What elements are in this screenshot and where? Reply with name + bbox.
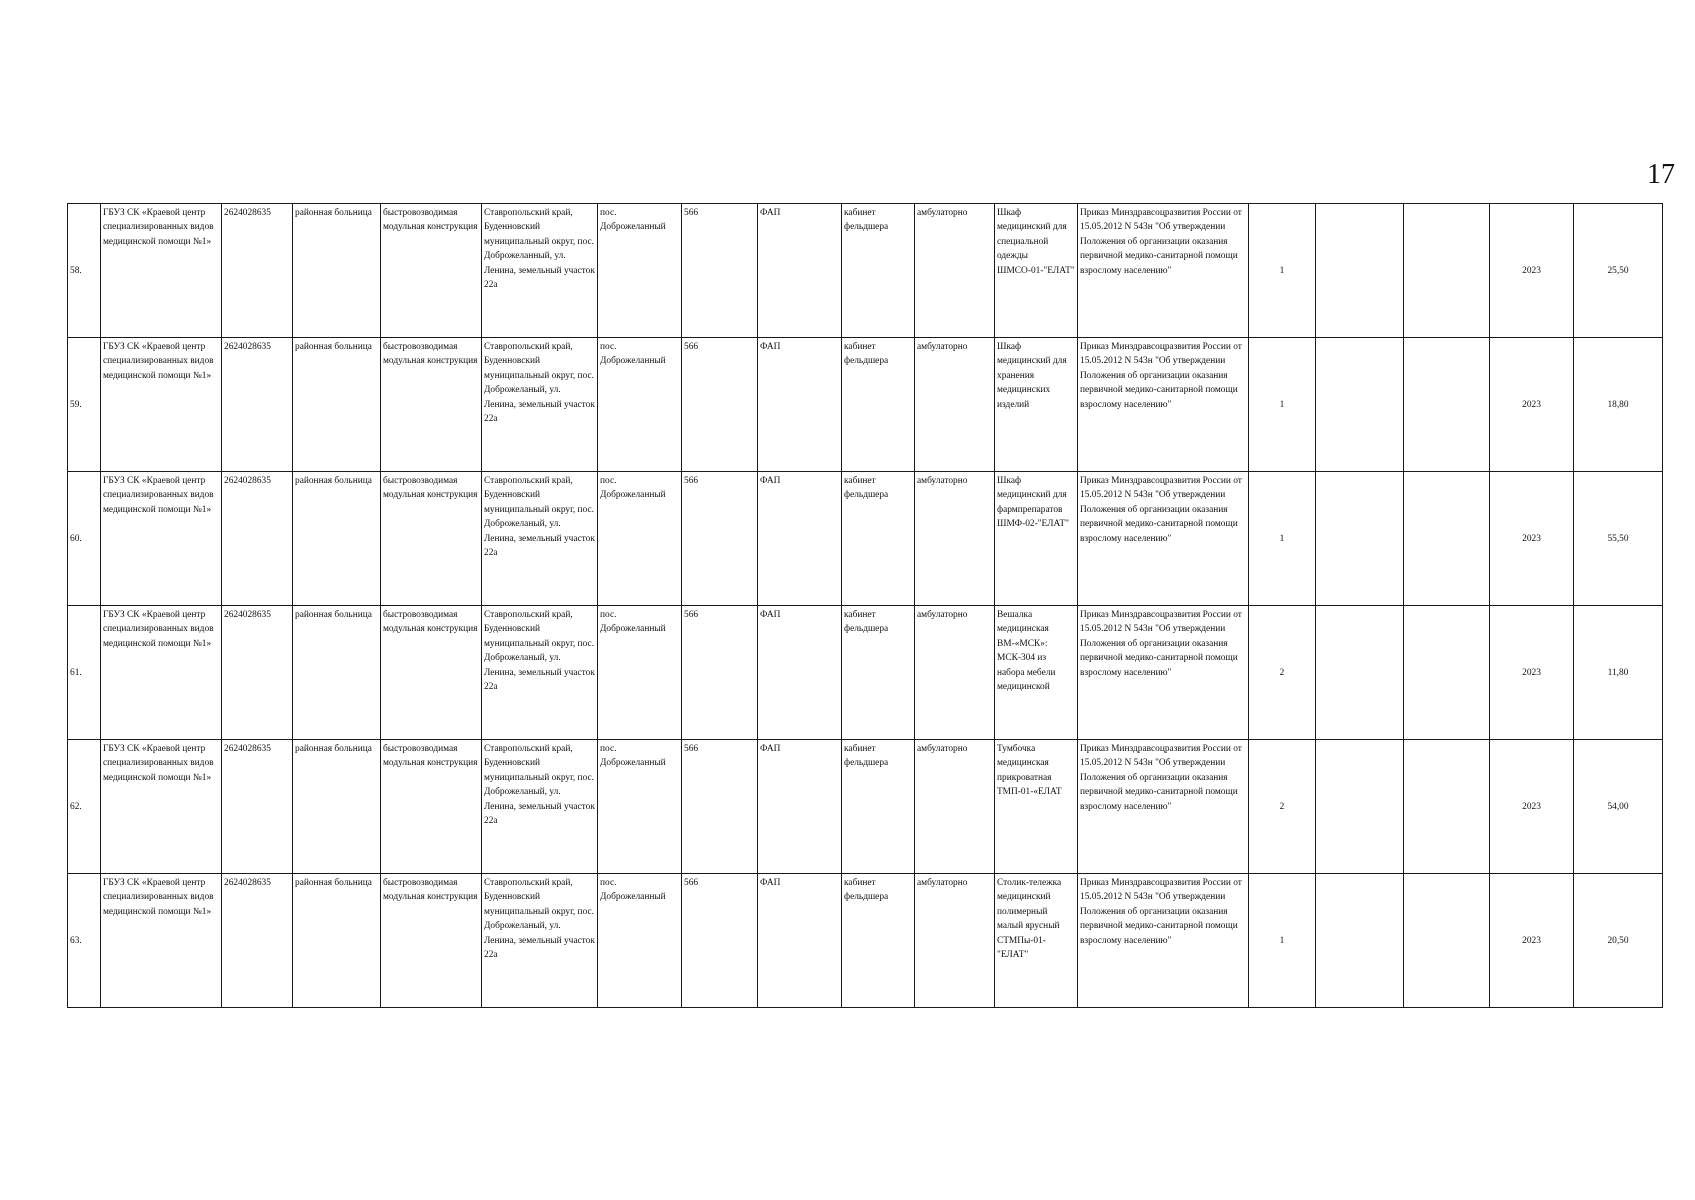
- quantity-cell: 1: [1249, 472, 1316, 606]
- construction-cell: быстровозводимая модульная конструкция: [381, 338, 482, 472]
- quantity-cell: 2: [1249, 740, 1316, 874]
- order-cell: Приказ Минздравсоцразвития России от 15.05.2012 N 543н "Об утверждении Положения об организации оказания первичной медико-санитарной помощи взрослому населению": [1078, 472, 1249, 606]
- construction-cell: быстровозводимая модульная конструкция: [381, 204, 482, 338]
- equipment-cell: Тумбочка медицинская прикроватная ТМП-01-«ЕЛАТ: [995, 740, 1078, 874]
- order-cell: Приказ Минздравсоцразвития России от 15.05.2012 N 543н "Об утверждении Положения об организации оказания первичной медико-санитарной помощи взрослому населению": [1078, 606, 1249, 740]
- year-cell: 2023: [1490, 740, 1574, 874]
- inn-cell: 2624028635: [222, 740, 293, 874]
- settlement-cell: пос. Доброжеланный: [598, 338, 682, 472]
- inn-cell: 2624028635: [222, 606, 293, 740]
- settlement-cell: пос. Доброжеланный: [598, 874, 682, 1008]
- row-number: 60.: [68, 472, 101, 606]
- room-cell: кабинет фельдшера: [842, 606, 915, 740]
- table-row: [68, 606, 1663, 740]
- address-cell: Ставропольский край, Буденновский муниципальный округ, пос. Доброжеланый, ул. Ленина, земельный участок 22а: [482, 874, 598, 1008]
- unit-type-cell: ФАП: [758, 606, 842, 740]
- room-cell: кабинет фельдшера: [842, 874, 915, 1008]
- settlement-cell: пос. Доброжеланный: [598, 204, 682, 338]
- population-cell: 566: [682, 204, 758, 338]
- row-number: 58.: [68, 204, 101, 338]
- address-cell: Ставропольский край, Буденновский муниципальный округ, пос. Доброжеланый, ул. Ленина, земельный участок 22а: [482, 740, 598, 874]
- order-cell: Приказ Минздравсоцразвития России от 15.05.2012 N 543н "Об утверждении Положения об организации оказания первичной медико-санитарной помощи взрослому населению": [1078, 338, 1249, 472]
- settlement-cell: пос. Доброжеланный: [598, 472, 682, 606]
- cost-cell: 11,80: [1574, 606, 1663, 740]
- cost-cell: 55,50: [1574, 472, 1663, 606]
- population-cell: 566: [682, 338, 758, 472]
- order-cell: Приказ Минздравсоцразвития России от 15.05.2012 N 543н "Об утверждении Положения об организации оказания первичной медико-санитарной помощи взрослому населению": [1078, 740, 1249, 874]
- empty-cell: [1404, 606, 1490, 740]
- population-cell: 566: [682, 740, 758, 874]
- care-form-cell: амбулаторно: [915, 472, 995, 606]
- equipment-cell: Шкаф медицинский для специальной одежды ШМСО-01-"ЕЛАТ": [995, 204, 1078, 338]
- year-cell: 2023: [1490, 204, 1574, 338]
- empty-cell: [1316, 740, 1404, 874]
- cost-cell: 54,00: [1574, 740, 1663, 874]
- table-row: [68, 204, 1663, 338]
- year-cell: 2023: [1490, 472, 1574, 606]
- population-cell: 566: [682, 606, 758, 740]
- room-cell: кабинет фельдшера: [842, 204, 915, 338]
- row-number: 62.: [68, 740, 101, 874]
- empty-cell: [1404, 472, 1490, 606]
- cost-cell: 25,50: [1574, 204, 1663, 338]
- table-row: [68, 472, 1663, 606]
- settlement-cell: пос. Доброжеланный: [598, 740, 682, 874]
- care-form-cell: амбулаторно: [915, 338, 995, 472]
- cost-cell: 20,50: [1574, 874, 1663, 1008]
- institution-cell: ГБУЗ СК «Краевой центр специализированных видов медицинской помощи №1»: [101, 606, 222, 740]
- equipment-cell: Вешалка медицинская ВМ-«МСК»: МСК-304 из набора мебели медицинской: [995, 606, 1078, 740]
- row-number: 61.: [68, 606, 101, 740]
- empty-cell: [1404, 338, 1490, 472]
- care-form-cell: амбулаторно: [915, 874, 995, 1008]
- table-row: [68, 874, 1663, 1008]
- construction-cell: быстровозводимая модульная конструкция: [381, 874, 482, 1008]
- address-cell: Ставропольский край, Буденновский муниципальный округ, пос. Доброжеланый, ул. Ленина, земельный участок 22а: [482, 606, 598, 740]
- unit-type-cell: ФАП: [758, 204, 842, 338]
- care-form-cell: амбулаторно: [915, 740, 995, 874]
- unit-type-cell: ФАП: [758, 472, 842, 606]
- inn-cell: 2624028635: [222, 472, 293, 606]
- address-cell: Ставропольский край, Буденновский муниципальный округ, пос. Доброжеланый, ул. Ленина, земельный участок 22а: [482, 338, 598, 472]
- room-cell: кабинет фельдшера: [842, 338, 915, 472]
- order-cell: Приказ Минздравсоцразвития России от 15.05.2012 N 543н "Об утверждении Положения об организации оказания первичной медико-санитарной помощи взрослому населению": [1078, 204, 1249, 338]
- institution-cell: ГБУЗ СК «Краевой центр специализированных видов медицинской помощи №1»: [101, 338, 222, 472]
- equipment-table: [67, 203, 1663, 1008]
- table-row: [68, 338, 1663, 472]
- institution-cell: ГБУЗ СК «Краевой центр специализированных видов медицинской помощи №1»: [101, 472, 222, 606]
- hospital-type-cell: районная больница: [293, 472, 381, 606]
- inn-cell: 2624028635: [222, 874, 293, 1008]
- table-row: [68, 740, 1663, 874]
- empty-cell: [1316, 874, 1404, 1008]
- care-form-cell: амбулаторно: [915, 606, 995, 740]
- page-number: 17: [1647, 159, 1675, 190]
- empty-cell: [1404, 204, 1490, 338]
- institution-cell: ГБУЗ СК «Краевой центр специализированных видов медицинской помощи №1»: [101, 740, 222, 874]
- unit-type-cell: ФАП: [758, 338, 842, 472]
- order-cell: Приказ Минздравсоцразвития России от 15.05.2012 N 543н "Об утверждении Положения об организации оказания первичной медико-санитарной помощи взрослому населению": [1078, 874, 1249, 1008]
- quantity-cell: 2: [1249, 606, 1316, 740]
- room-cell: кабинет фельдшера: [842, 740, 915, 874]
- row-number: 63.: [68, 874, 101, 1008]
- inn-cell: 2624028635: [222, 204, 293, 338]
- quantity-cell: 1: [1249, 874, 1316, 1008]
- cost-cell: 18,80: [1574, 338, 1663, 472]
- care-form-cell: амбулаторно: [915, 204, 995, 338]
- settlement-cell: пос. Доброжеланный: [598, 606, 682, 740]
- address-cell: Ставропольский край, Буденновский муниципальный округ, пос. Доброжеланный, ул. Ленина, земельный участок 22а: [482, 204, 598, 338]
- construction-cell: быстровозводимая модульная конструкция: [381, 606, 482, 740]
- empty-cell: [1404, 874, 1490, 1008]
- row-number: 59.: [68, 338, 101, 472]
- institution-cell: ГБУЗ СК «Краевой центр специализированных видов медицинской помощи №1»: [101, 204, 222, 338]
- population-cell: 566: [682, 472, 758, 606]
- year-cell: 2023: [1490, 338, 1574, 472]
- hospital-type-cell: районная больница: [293, 740, 381, 874]
- construction-cell: быстровозводимая модульная конструкция: [381, 740, 482, 874]
- unit-type-cell: ФАП: [758, 874, 842, 1008]
- unit-type-cell: ФАП: [758, 740, 842, 874]
- institution-cell: ГБУЗ СК «Краевой центр специализированных видов медицинской помощи №1»: [101, 874, 222, 1008]
- year-cell: 2023: [1490, 606, 1574, 740]
- quantity-cell: 1: [1249, 204, 1316, 338]
- equipment-cell: Шкаф медицинский для фармпрепаратов ШМФ-02-"ЕЛАТ": [995, 472, 1078, 606]
- hospital-type-cell: районная больница: [293, 874, 381, 1008]
- construction-cell: быстровозводимая модульная конструкция: [381, 472, 482, 606]
- inn-cell: 2624028635: [222, 338, 293, 472]
- room-cell: кабинет фельдшера: [842, 472, 915, 606]
- empty-cell: [1316, 472, 1404, 606]
- equipment-cell: Столик-тележка медицинский полимерный малый ярусный СТМПы-01-"ЕЛАТ": [995, 874, 1078, 1008]
- address-cell: Ставропольский край, Буденновский муниципальный округ, пос. Доброжеланый, ул. Ленина, земельный участок 22а: [482, 472, 598, 606]
- empty-cell: [1404, 740, 1490, 874]
- equipment-cell: Шкаф медицинский для хранения медицинских изделий: [995, 338, 1078, 472]
- year-cell: 2023: [1490, 874, 1574, 1008]
- empty-cell: [1316, 606, 1404, 740]
- hospital-type-cell: районная больница: [293, 338, 381, 472]
- empty-cell: [1316, 338, 1404, 472]
- empty-cell: [1316, 204, 1404, 338]
- hospital-type-cell: районная больница: [293, 606, 381, 740]
- population-cell: 566: [682, 874, 758, 1008]
- hospital-type-cell: районная больница: [293, 204, 381, 338]
- quantity-cell: 1: [1249, 338, 1316, 472]
